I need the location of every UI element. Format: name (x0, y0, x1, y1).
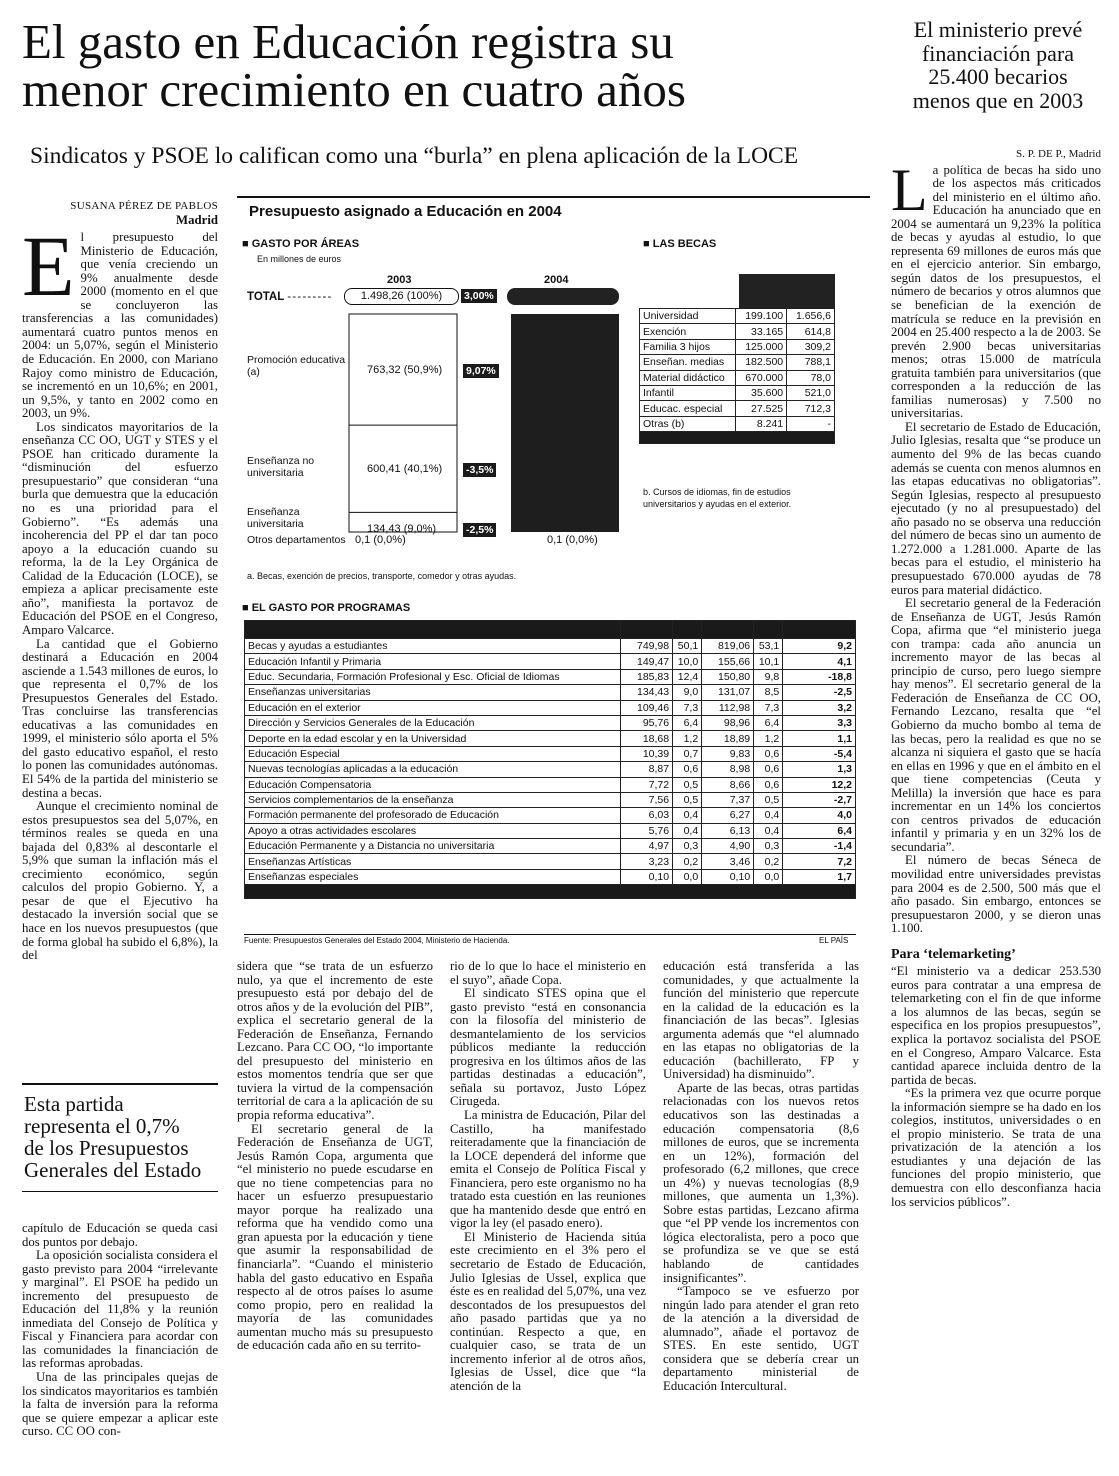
table-cell: 0,4 (673, 823, 702, 838)
table-cell: 1,1 (783, 731, 856, 746)
table-cell: 3,46 (702, 854, 754, 869)
areas-unit: En millones de euros (257, 254, 342, 264)
total-2003: 1.498,26 (100%) (344, 288, 459, 305)
paragraph: Una de las principales quejas de los sindicatos mayoritarios es también la falta de inversión para la reforma que se quiere empezar a aplicar este curso. CC OO con- (22, 1370, 218, 1439)
table-cell: 6,27 (702, 808, 754, 823)
table-cell: 521,0 (787, 385, 835, 400)
table-row (245, 639, 856, 654)
table-cell: 0,3 (754, 839, 783, 854)
table-cell: Deporte en la edad escolar y en la Universidad (245, 731, 621, 746)
table-cell: 4,90 (702, 839, 754, 854)
table-row (245, 746, 856, 761)
table-cell: 131,07 (702, 685, 754, 700)
table-cell: 0,5 (754, 792, 783, 807)
dateline: Madrid (176, 212, 218, 227)
table-cell: 199.100 (736, 309, 787, 324)
table-cell: 6,4 (673, 715, 702, 730)
table-cell: 50,1 (673, 639, 702, 654)
column-1-continued (22, 1222, 218, 1439)
paragraph: El Ministerio de Hacienda sitúa este crecimiento en el 3% pero el secretario de Estado de Educación, Julio Iglesias de Ussel, explica que éste es en realidad del 5,07%, una vez descontados de los presupuestos del año pasado partidas que ya no continúan. Respecto a que, en cualquier caso, se trata de un incremento inferior al de otros años, Iglesias de Ussel, dice que “la atención de la (450, 1229, 646, 1393)
table-cell: 0,5 (673, 792, 702, 807)
table-cell: 614,8 (787, 324, 835, 339)
table-row (640, 309, 835, 324)
paragraph: El número de becas Séneca de movilidad entre universidades previstas para 2004 es de 2.500, 500 más que el año pasado. Sin embargo, entonces se presupuestaron 2000, y se dieron unas 1.100. (891, 853, 1101, 936)
area-change: -3,5% (463, 463, 496, 477)
table-cell: 670.000 (736, 370, 787, 385)
table-cell: 155,66 (702, 654, 754, 669)
table-cell: 182.500 (736, 355, 787, 370)
table-cell: 8.241 (736, 416, 787, 431)
becas-footnote: b. Cursos de idiomas, fin de estudios universitarios y ayudas en el exterior. (643, 487, 792, 509)
table-cell: -18,8 (783, 669, 856, 684)
table-row (245, 654, 856, 669)
table-cell: 1,2 (673, 731, 702, 746)
source: Fuente: Presupuestos Generales del Estado 2004, Ministerio de Hacienda. (244, 936, 510, 945)
table-cell: Otras (b) (640, 416, 736, 431)
area-value-2004-otros: 0,1 (0,0%) (547, 534, 598, 546)
becas-title: ■ LAS BECAS (643, 238, 717, 250)
pullquote: Esta partida representa el 0,7% de los Presupuestos Generales del Estado (22, 1083, 218, 1192)
table-cell: 149,47 (621, 654, 673, 669)
table-cell: 7,72 (621, 777, 673, 792)
area-value-2003: 134,43 (9,0%) (367, 523, 437, 536)
table-cell: 7,3 (754, 700, 783, 715)
table-cell: Educación Compensatoria (245, 777, 621, 792)
table-cell: Universidad (640, 309, 736, 324)
paragraph: El secretario de Estado de Educación, Julio Iglesias, resalta que “se produce un aumento del 9% de las becas cuando además se cuenta con menos alumnos en las etapas educativas no obligatorias”. Según Iglesias, respecto al presupuesto ejecutado (y no al presupuestado) del año pasado no se observa una reducción del número de becas sino un aumento de 1.272.000 a 1.281.000. Aparte de las becas para el estudio, el ministerio ha presupuestado 670.000 ayudas de 78 euros para material didáctico. (891, 419, 1101, 597)
side-headline-line: El ministerio prevé (913, 17, 1083, 42)
table-cell: 9,0 (673, 685, 702, 700)
table-cell: Educación Permanente y a Distancia no universitaria (245, 839, 621, 854)
paragraph: La oposición socialista considera el gasto previsto para 2004 “irrelevante y marginal”. El PSOE ha pedido un incremento del presupuesto de Educación del 11,8% y la reunión inmediata del Consejo de Política y Fiscal y Financiera para acordar con las comunidades la financiación de las reformas aprobadas. (22, 1248, 218, 1371)
table-cell: 185,83 (621, 669, 673, 684)
paragraph: capítulo de Educación se queda casi dos puntos por debajo. (22, 1221, 218, 1249)
table-cell: 0,6 (754, 746, 783, 761)
table-cell: 3,2 (783, 700, 856, 715)
table-row (245, 731, 856, 746)
table-row (245, 700, 856, 715)
table-cell: 35.600 (736, 385, 787, 400)
table-row (640, 355, 835, 370)
side-headline-line: financiación para (921, 40, 1075, 66)
table-cell: 0,4 (673, 808, 702, 823)
headline (22, 14, 862, 117)
table-cell: 9,8 (754, 669, 783, 684)
paragraph: El secretario general de la Federación de Enseñanza de UGT, Jesús Ramón Copa, argumenta que “el ministerio no puede escudarse en que no tiene competencias para no hacer un esfuerzo presupuestario mayor porque ha realizado una reforma que ha vendido como una gran apuesta por la educación y tiene que asumir la responsabilidad de financiarla”. “Cuando el ministerio habla del gasto educativo en España respecto al de otros países lo asume como propio, pero en realidad la mayoría de las comunidades aumentan mucho más su presupuesto de educación cada año en su territo- (237, 1121, 433, 1353)
table-cell: 134,43 (621, 685, 673, 700)
area-category-label: Otros departamentos (247, 534, 346, 546)
table-cell: 0,6 (673, 762, 702, 777)
paragraph: educación está transferida a las comunidades, y que actualmente la función del ministerio que repercute en la calidad de la educación es la financiación de las becas”. Iglesias argumenta además que “el alumnado en las etapas no obligatorias de la educación (bachillerato, FP y Universidad) ha disminuido”. (663, 959, 859, 1082)
programs-title: ■ EL GASTO POR PROGRAMAS (242, 602, 411, 614)
area-value-2003: 763,32 (50,9%) (367, 363, 443, 376)
table-cell: Educación Infantil y Primaria (245, 654, 621, 669)
table-cell: Apoyo a otras actividades escolares (245, 823, 621, 838)
paragraph: Los sindicatos mayoritarios de la enseñanza CC OO, UGT y STES y el PSOE han criticado duramente la “disminución del esfuerzo presupuestario” que consideran “una burla que demuestra que la educación no es una prioridad para el Gobierno”. “Es además una incoherencia del PP el dar tan poco apoyo a la educación cuando su reforma, la de la Ley Orgánica de Calidad de la Educación (LOCE), se empieza a aplicar precisamente este año”, manifiesta la portavoz de Educación del PSOE en el Congreso, Amparo Valcarce. (22, 419, 218, 637)
column-2 (237, 960, 433, 1353)
side-headline-line: menos que en 2003 (912, 87, 1084, 113)
table-cell: 6,03 (621, 808, 673, 823)
table-cell: 12,2 (783, 777, 856, 792)
table-cell: 7,3 (673, 700, 702, 715)
total-label: TOTAL - - - - - - - - - (247, 291, 331, 303)
year-2004: 2004 (544, 274, 569, 286)
table-cell: 6,4 (783, 823, 856, 838)
becas-table (639, 308, 835, 444)
subhead: Sindicatos y PSOE lo califican como una “burla” en plena aplicación de la LOCE (30, 143, 799, 169)
infographic (237, 196, 870, 948)
table-cell: 0,4 (754, 823, 783, 838)
table-cell: 4,97 (621, 839, 673, 854)
paragraph: rio de lo que lo hace el ministerio en el suyo”, añade Copa. (450, 959, 646, 987)
side-headline-line: 25.400 becarios (928, 64, 1068, 89)
table-cell: 6,13 (702, 823, 754, 838)
table-row (245, 869, 856, 884)
area-category-label: Enseñanza universitaria (247, 506, 304, 531)
table-cell: 18,89 (702, 731, 754, 746)
table-row (640, 370, 835, 385)
paragraph: “Es la primera vez que ocurre porque la información siempre se ha dado en los colegios, institutos, universidades o en el propio ministerio. Se trata de una privatización de la atención a los estudiantes y una dejación de las funciones del propio ministerio, que demuestra con ello desconfianza hacia los servicios públicos”. (891, 1086, 1101, 1209)
paragraph: sidera que “se trata de un esfuerzo nulo, ya que el incremento de este presupuesto está por debajo del de otros años y de la evolución del PIB”, explica el secretario general de la Federación de Enseñanza, Fernando Lezcano. Para CC OO, “lo importante del presupuesto del ministerio en estos momentos tendría que ser que tuviera la virtud de la compensación territorial de cara a la aplicación de su propia reforma educativa”. (237, 959, 433, 1123)
side-headline (893, 18, 1103, 112)
table-row (640, 416, 835, 431)
byline: SUSANA PÉREZ DE PABLOS (70, 200, 218, 212)
table-cell: 788,1 (787, 355, 835, 370)
table-row (245, 669, 856, 684)
table-row (245, 854, 856, 869)
table-cell: 1,2 (754, 731, 783, 746)
paragraph: Aunque el crecimiento nominal de estos presupuestos sea del 5,07%, en términos reales se queda en una bajada del 0,83% al descontarle el 5,9% que suman la inflación más el crecimiento económico, según calculos del propio Gobierno. Y, a pesar de que el Ejecutivo ha destacado la inversión social que se hace en los nuevos presupuestos (que de forma global ha subido el 6,8%), la del (22, 799, 218, 963)
table-cell: Formación permanente del profesorado de Educación (245, 808, 621, 823)
table-row (245, 823, 856, 838)
table-cell: 0,2 (754, 854, 783, 869)
table-cell: 7,2 (783, 854, 856, 869)
table-cell: Exención (640, 324, 736, 339)
bar-2004 (511, 314, 619, 532)
total-change: 3,00% (461, 289, 497, 303)
table-cell: 1.656,6 (787, 309, 835, 324)
table-cell: - (787, 416, 835, 431)
area-value-2003: 600,41 (40,1%) (367, 462, 443, 475)
paragraph: “El ministerio va a dedicar 253.530 euros para contratar a una empresa de telemarketing con el fin de que informe a los alumnos de las becas, según se especifica en los propios presupuestos”, explica la portavoz socialista del PSOE en el Congreso, Amparo Valcarce. Esta cantidad aparece incluida dentro de la partida de becas. (891, 964, 1101, 1087)
area-category-label: Promoción educativa (a) (247, 353, 346, 378)
table-cell: 7,37 (702, 792, 754, 807)
paragraph: El secretario general de la Federación de Enseñanza de UGT, Jesús Ramón Copa, afirma que “el ministerio juega con trampa: cada año anuncia un incremento mayor de las becas al principio de curso, pero luego siempre hay menos”. El secretario general de la Federación de Enseñanza de CC OO, Fernando Lezcano, resalta que “el Gobierno da mucho bombo al tema de las becas, pero la realidad es que no se alcanza ni siquiera el gasto que se hacía en ellas en 1996 y que en el ámbito en el que tiene competencias (Ceuta y Melilla) la inversión que hace es para incrementar en un 14% los conciertos con centros privados de educación infantil y primaria y en un 32% los de secundaria”. (891, 596, 1101, 854)
table-cell: 749,98 (621, 639, 673, 654)
table-row (245, 685, 856, 700)
table-cell: Enseñanzas especiales (245, 869, 621, 884)
column-1 (22, 200, 218, 963)
table-cell: Nuevas tecnologías aplicadas a la educación (245, 762, 621, 777)
table-cell: 8,87 (621, 762, 673, 777)
table-cell: 109,46 (621, 700, 673, 715)
table-row (245, 777, 856, 792)
table-row (245, 762, 856, 777)
table-cell: 8,98 (702, 762, 754, 777)
table-cell: 712,3 (787, 401, 835, 416)
table-row (245, 792, 856, 807)
table-cell: Enseñan. medias (640, 355, 736, 370)
programs-table (244, 620, 856, 899)
table-cell: 5,76 (621, 823, 673, 838)
table-cell: 0,6 (754, 762, 783, 777)
headline-line-1: El gasto en Educación registra su (22, 14, 674, 69)
table-cell: 6,4 (754, 715, 783, 730)
table-cell: 4,1 (783, 654, 856, 669)
table-cell: 18,68 (621, 731, 673, 746)
drop-cap: E (22, 218, 75, 315)
table-cell: 819,06 (702, 639, 754, 654)
table-cell: Dirección y Servicios Generales de la Educación (245, 715, 621, 730)
table-cell: 4,0 (783, 808, 856, 823)
paragraph: Aparte de las becas, otras partidas relacionadas con los nuevos retos educativos son las destinadas a educación compensatoria (8,6 millones de euros, que se incrementa en un 12%), formación del profesorado (6,2 millones, que crece un 4%) y nuevas tecnologías (8,9 millones, que aumenta un 1,3%). Sobre estas partidas, Lezcano afirma que “el PP vende los incrementos con lógica electoralista, pero a poco que se profundiza se ve que se está hablando de cantidades insignificantes”. (663, 1080, 859, 1285)
table-cell: 3,23 (621, 854, 673, 869)
table-cell: 7,56 (621, 792, 673, 807)
table-cell: -2,7 (783, 792, 856, 807)
table-cell: Educación en el exterior (245, 700, 621, 715)
becas-header-block (739, 274, 835, 308)
areas-footnote: a. Becas, exención de precios, transporte, comedor y otras ayudas. (247, 571, 517, 581)
paragraph: La ministra de Educación, Pilar del Castillo, ha manifestado reiteradamente que la financiación de la LOCE dependerá del informe que emita el Consejo de Política Fiscal y Financiera, pero este organismo no ha tratado esta cuestión en las reuniones que ha mantenido desde que entró en vigor la ley (el pasado enero). (450, 1108, 646, 1231)
table-cell: 0,2 (673, 854, 702, 869)
year-2003: 2003 (387, 274, 412, 286)
table-row (245, 808, 856, 823)
paragraph: La cantidad que el Gobierno destinará a Educación en 2004 asciende a 1.543 millones de euros, lo que representa el 0,7% de los Presupuestos Generales del Estado. Tras concluirse las transferencias educativas a las comunidades en 1999, el ministerio sólo aporta el 5% del gasto educativo español, el resto lo ponen las comunidades autónomas. El 54% de la partida del ministerio se destina a becas. (22, 636, 218, 800)
area-change: -2,5% (463, 523, 496, 537)
table-cell: -1,4 (783, 839, 856, 854)
table-cell: 0,10 (702, 869, 754, 884)
paragraph: El sindicato STES opina que el gasto previsto “está en consonancia con la filosofía del ministerio de desmantelamiento de los servicios públicos mediante la reducción progresiva en los últimos años de las partidas destinadas a educación”, señala su portavoz, Justo López Cirugeda. (450, 986, 646, 1109)
area-change: 9,07% (463, 364, 499, 378)
table-cell: 10,1 (754, 654, 783, 669)
table-cell: 0,5 (673, 777, 702, 792)
paragraph: El presupuesto del Ministerio de Educación, que venía creciendo un 9% anualmente desde 2000 (momento en el que se concluyeron las transferencias a las comunidades) aumentará cuatro puntos menos en 2004: un 5,07%, según el Ministerio de Educación. En 2000, con Mariano Rajoy como ministro de Educación, se incrementó en un 10,6%; en 2001, un 9,5%, y tanto en 2002 como en 2003, un 9%. (22, 218, 218, 421)
table-cell: 98,96 (702, 715, 754, 730)
table-cell: 125.000 (736, 339, 787, 354)
table-cell: Familia 3 hijos (640, 339, 736, 354)
table-cell: 9,2 (783, 639, 856, 654)
table-cell: Enseñanzas Artísticas (245, 854, 621, 869)
table-cell: -2,5 (783, 685, 856, 700)
column-5 (891, 148, 1101, 1209)
headline-line-2: menor crecimiento en cuatro años (22, 62, 686, 117)
table-cell: 0,0 (754, 869, 783, 884)
table-cell: 0,4 (754, 808, 783, 823)
table-cell: 1,7 (783, 869, 856, 884)
table-row (245, 839, 856, 854)
table-cell: 10,39 (621, 746, 673, 761)
table-row (640, 339, 835, 354)
paragraph: La política de becas ha sido uno de los aspectos más criticados del ministerio en el último año. Educación ha anunciado que en 2004 se aumentará un 9,23% la política de becas y ayudas al estudio, lo que representa 69 millones de euros más que en el ejercicio anterior. Sin embargo, según datos de los presupuestos, el número de becarios y otros alumnos que se benefician de la exención de matrícula se reduce en la previsión en 2004 en 25.400 respecto a la de 2003. Se prevén 2.900 becas universitarias menos; otras 15.000 de matrícula gratuita también para universitarios (que corresponden a la reducción de las familias numerosas) y 7.500 no universitarias. (891, 156, 1101, 421)
table-cell: Material didáctico (640, 370, 736, 385)
table-row (640, 401, 835, 416)
table-cell: Enseñanzas universitarias (245, 685, 621, 700)
chart-title: Presupuesto asignado a Educación en 2004 (249, 203, 562, 220)
table-cell: 8,66 (702, 777, 754, 792)
table-cell: 9,83 (702, 746, 754, 761)
area-category-label: Enseñanza no universitaria (247, 454, 315, 479)
table-cell: Educ. Secundaria, Formación Profesional y Esc. Oficial de Idiomas (245, 669, 621, 684)
drop-cap: L (891, 156, 928, 223)
table-cell: 12,4 (673, 669, 702, 684)
table-cell: 3,3 (783, 715, 856, 730)
table-row (640, 385, 835, 400)
table-cell: 8,5 (754, 685, 783, 700)
table-cell: 27.525 (736, 401, 787, 416)
table-cell: 112,98 (702, 700, 754, 715)
table-cell: 10,0 (673, 654, 702, 669)
table-cell: 78,0 (787, 370, 835, 385)
column-4 (663, 960, 859, 1394)
side-byline: S. P. DE P., Madrid (1016, 148, 1101, 160)
area-value-2003: 0,1 (0,0%) (355, 534, 406, 546)
table-cell: Educación Especial (245, 746, 621, 761)
table-cell: 0,0 (673, 869, 702, 884)
table-cell: 150,80 (702, 669, 754, 684)
table-cell: -5,4 (783, 746, 856, 761)
table-row (245, 715, 856, 730)
column-3 (450, 960, 646, 1394)
table-cell: 0,10 (621, 869, 673, 884)
table-cell: Educac. especial (640, 401, 736, 416)
table-cell: 33.165 (736, 324, 787, 339)
side-subhead: Para ‘telemarketing’ (891, 946, 1016, 962)
table-cell: 95,76 (621, 715, 673, 730)
paragraph: “Tampoco se ve esfuerzo por ningún lado para atender el gran reto de la atención a la diversidad de alumnado”, añade el portavoz de STES. En este sentido, UGT considera que se debería crear un departamento ministerial de Educación Intercultural. (663, 1284, 859, 1393)
table-cell: 53,1 (754, 639, 783, 654)
table-cell: 1,3 (783, 762, 856, 777)
table-cell: 309,2 (787, 339, 835, 354)
table-cell: Becas y ayudas a estudiantes (245, 639, 621, 654)
table-cell: Servicios complementarios de la enseñanza (245, 792, 621, 807)
table-cell: Infantil (640, 385, 736, 400)
table-row (640, 324, 835, 339)
table-cell: 0,7 (673, 746, 702, 761)
table-cell: 0,3 (673, 839, 702, 854)
areas-subtitle: ■ GASTO POR ÁREAS (242, 238, 360, 250)
credit: EL PAÍS (819, 936, 849, 945)
table-cell: 0,6 (754, 777, 783, 792)
bar-2003-frame (349, 314, 457, 532)
